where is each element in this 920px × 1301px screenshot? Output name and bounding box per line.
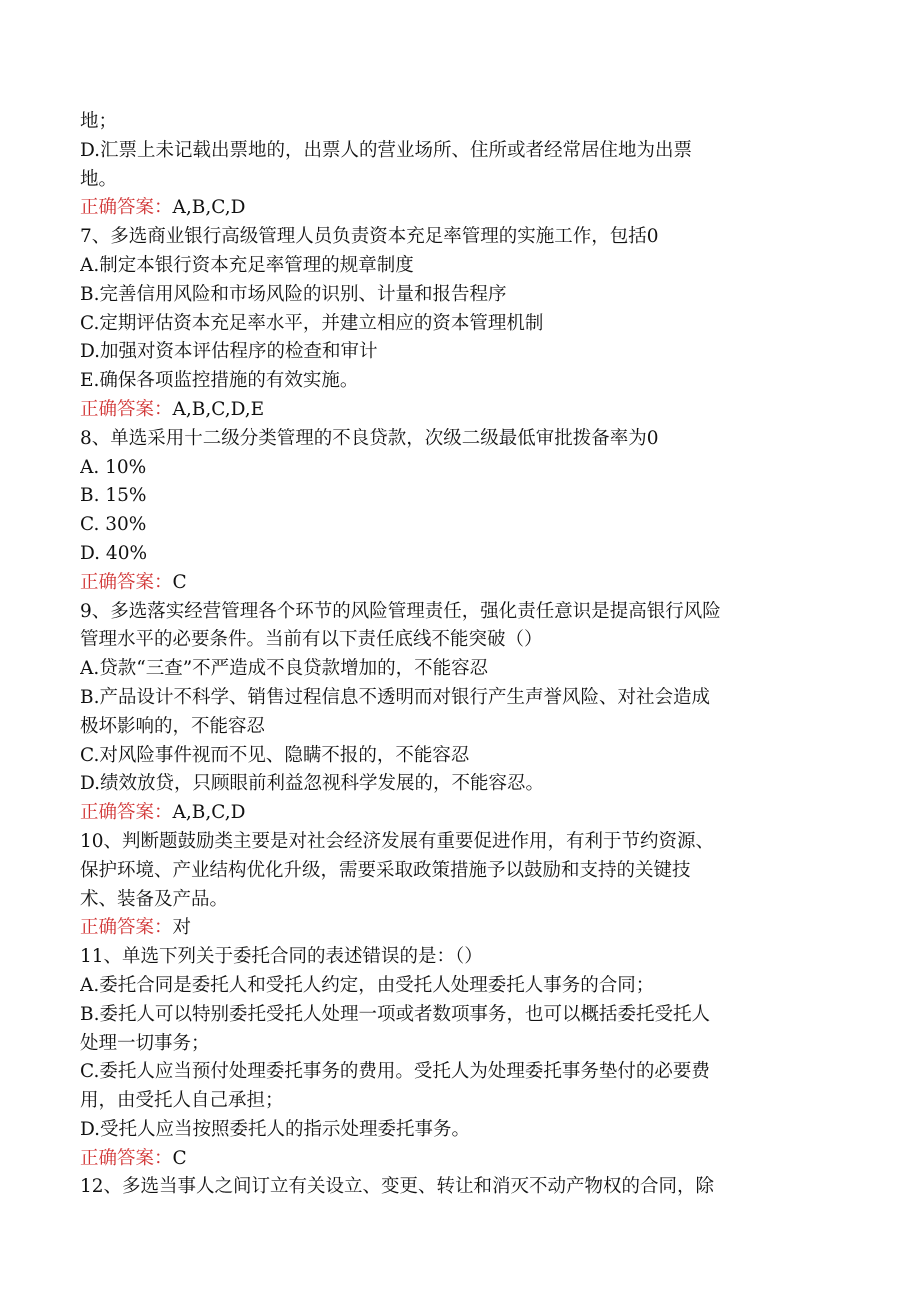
option-line: B.完善信用风险和市场风险的识别、计量和报告程序 [80, 283, 507, 305]
answer-value: A,B,C,D [172, 802, 246, 824]
question-line: 9、多选落实经营管理各个环节的风险管理责任，强化责任意识是提高银行风险 [80, 600, 721, 622]
question-line: 管理水平的必要条件。当前有以下责任底线不能突破（） [80, 629, 543, 651]
answer-value: C [172, 1147, 187, 1169]
answer-label: 正确答案： [80, 398, 173, 420]
answer-label: 正确答案： [80, 917, 173, 939]
answer-line [80, 1145, 840, 1174]
option-line: D.加强对资本评估程序的检查和审计 [80, 341, 378, 363]
option-line: A.制定本银行资本充足率管理的规章制度 [80, 254, 414, 276]
question-line: 10、判断题鼓励类主要是对社会经济发展有重要促进作用，有利于节约资源、 [80, 830, 715, 852]
option-line: D.绩效放贷，只顾眼前利益忽视科学发展的，不能容忍。 [80, 773, 545, 795]
option-line: C. 30% [80, 514, 147, 536]
answer-line [80, 396, 840, 425]
answer-line [80, 914, 840, 943]
option-line: D.受托人应当按照委托人的指示处理委托事务。 [80, 1118, 471, 1140]
answer-label: 正确答案： [80, 197, 173, 219]
question-line: 11、单选下列关于委托合同的表述错误的是：（） [80, 946, 483, 968]
answer-value: 对 [172, 917, 192, 939]
answer-line [80, 569, 840, 598]
option-line: C.对风险事件视而不见、隐瞒不报的，不能容忍 [80, 744, 470, 766]
answer-value: A,B,C,D,E [172, 398, 265, 420]
question-line: 7、多选商业银行高级管理人员负责资本充足率管理的实施工作，包括0 [80, 226, 659, 248]
option-line: C.委托人应当预付处理委托事务的费用。受托人为处理委托事务垫付的必要费 [80, 1061, 710, 1083]
answer-label: 正确答案： [80, 571, 173, 593]
option-line: B. 15% [80, 485, 147, 507]
answer-label: 正确答案： [80, 1147, 173, 1169]
question-line: 保护环境、产业结构优化升级，需要采取政策措施予以鼓励和支持的关键技 [80, 859, 691, 881]
question-line: 术、装备及产品。 [80, 888, 229, 910]
option-line: A.委托合同是委托人和受托人约定，由受托人处理委托人事务的合同； [80, 974, 655, 996]
option-line: 用，由受托人自己承担； [80, 1090, 284, 1112]
answer-value: A,B,C,D [172, 197, 246, 219]
option-line: E.确保各项监控措施的有效实施。 [80, 370, 359, 392]
option-line: A.贷款“三查”不严造成不良贷款增加的，不能容忍 [80, 658, 489, 680]
answer-line [80, 194, 840, 223]
option-line: D.汇票上未记载出票地的，出票人的营业场所、住所或者经常居住地为出票 [80, 139, 693, 161]
option-line: B.产品设计不科学、销售过程信息不透明而对银行产生声誉风险、对社会造成 [80, 686, 710, 708]
option-line: B.委托人可以特别委托受托人处理一项或者数项事务，也可以概括委托受托人 [80, 1003, 710, 1025]
text-line: 地。 [80, 168, 118, 190]
answer-value: C [172, 571, 187, 593]
document-page [80, 108, 840, 1202]
question-line: 12、多选当事人之间订立有关设立、变更、转让和消灭不动产物权的合同，除 [80, 1176, 715, 1198]
answer-line [80, 799, 840, 828]
question-line: 8、单选采用十二级分类管理的不良贷款，次级二级最低审批拨备率为0 [80, 427, 659, 449]
option-line: D. 40% [80, 542, 148, 564]
option-line: 处理一切事务； [80, 1032, 210, 1054]
option-line: A. 10% [80, 456, 147, 478]
option-line: C.定期评估资本充足率水平，并建立相应的资本管理机制 [80, 312, 544, 334]
text-line: 地； [80, 111, 118, 132]
option-line: 极坏影响的，不能容忍 [80, 715, 266, 737]
answer-label: 正确答案： [80, 802, 173, 824]
